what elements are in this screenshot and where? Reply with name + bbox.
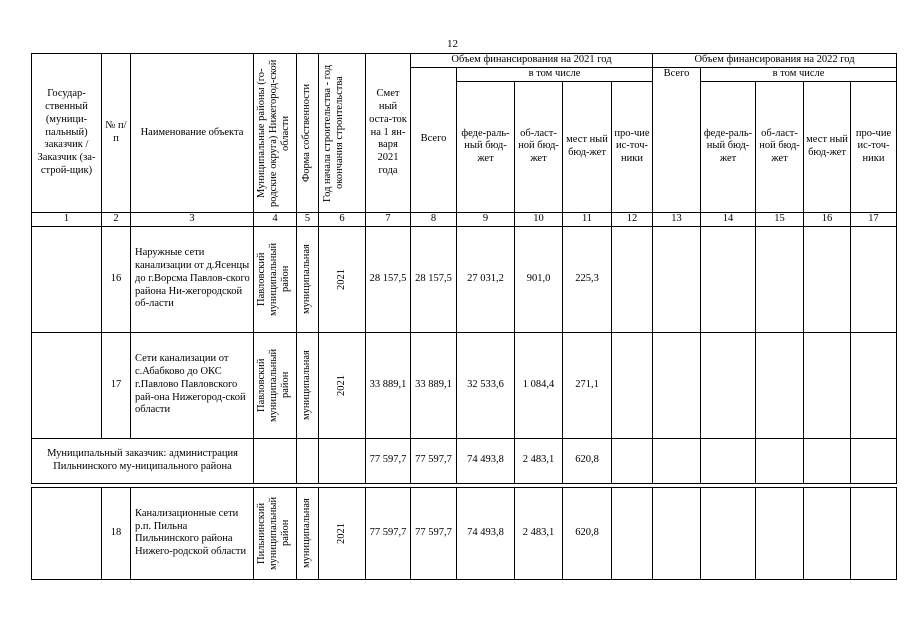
cell-federal-2021: 27 031,2 [457, 226, 515, 332]
column-number: 17 [851, 212, 897, 226]
cell-object-name: Наружные сети канализации от д.Ясенцы до г.Ворсма Павлов-ского района Ни-жегородской об-ласти [131, 226, 254, 332]
page-number: 12 [447, 38, 458, 50]
column-number: 5 [297, 212, 319, 226]
cell-total-2022 [653, 226, 701, 332]
cell-regional-2021: 2 483,1 [515, 487, 563, 579]
cell-year-blank [319, 438, 366, 483]
cell-federal-2022 [701, 438, 756, 483]
cell-other-2021 [612, 332, 653, 438]
header-customer: Государ-ственный (муници-пальный) заказчик /Заказчик (за-строй-щик) [32, 54, 102, 213]
header-local-2022: мест ный бюд-жет [804, 81, 851, 212]
column-number: 2 [102, 212, 131, 226]
column-number: 3 [131, 212, 254, 226]
cell-federal-2022 [701, 226, 756, 332]
cell-total-2022 [653, 438, 701, 483]
cell-other-2022 [851, 438, 897, 483]
cell-estimate: 77 597,7 [366, 487, 411, 579]
cell-district-text: Павловский муниципальный район [256, 348, 292, 422]
column-number: 6 [319, 212, 366, 226]
cell-customer-label: Муниципальный заказчик: администрация Пильнинского му-ниципального района [32, 438, 254, 483]
column-number: 15 [756, 212, 804, 226]
cell-ownership-text: муниципальная [301, 498, 313, 569]
cell-local-2022 [804, 438, 851, 483]
cell-local-2021: 620,8 [563, 487, 612, 579]
column-number: 10 [515, 212, 563, 226]
cell-other-2021 [612, 487, 653, 579]
header-ownership [297, 54, 319, 213]
cell-total-2021: 77 597,7 [411, 438, 457, 483]
cell-customer-blank [32, 226, 102, 332]
header-object-name: Наименование объекта [131, 54, 254, 213]
header-other-2022: про-чие ис-точ-ники [851, 81, 897, 212]
table-row [32, 487, 897, 579]
cell-customer-blank [32, 332, 102, 438]
header-regional-2022: об-ласт-ной бюд-жет [756, 81, 804, 212]
cell-object-name: Канализационные сети р.п. Пильна Пильнинского района Нижего-родской области [131, 487, 254, 579]
cell-year [319, 226, 366, 332]
cell-local-2021: 225,3 [563, 226, 612, 332]
header-federal-2021: феде-раль-ный бюд-жет [457, 81, 515, 212]
cell-federal-2022 [701, 487, 756, 579]
cell-customer-blank [32, 487, 102, 579]
cell-district [254, 487, 297, 579]
cell-ownership [297, 332, 319, 438]
cell-year [319, 487, 366, 579]
header-num: № п/п [102, 54, 131, 213]
header-total-2022-blank [653, 81, 701, 212]
column-number: 9 [457, 212, 515, 226]
cell-federal-2021: 32 533,6 [457, 332, 515, 438]
cell-local-2022 [804, 226, 851, 332]
cell-district-text: Пильнинский муниципальный район [256, 496, 292, 570]
cell-ownership-text: муниципальная [301, 350, 313, 421]
cell-regional-2022 [756, 438, 804, 483]
cell-district-blank [254, 438, 297, 483]
header-ownership-text: Форма собственности [301, 83, 313, 182]
cell-other-2022 [851, 226, 897, 332]
cell-ownership-blank [297, 438, 319, 483]
cell-object-name: Сети канализации от с.Абабково до ОКС г.Павлово Павловского рай-она Нижегород-ской области [131, 332, 254, 438]
cell-federal-2021: 74 493,8 [457, 487, 515, 579]
header-estimate: Смет ный оста-ток на 1 ян-варя 2021 года [366, 54, 411, 213]
header-years-text: Год начала строительства - год окончания строительства [322, 64, 346, 202]
cell-federal-2022 [701, 332, 756, 438]
cell-federal-2021: 74 493,8 [457, 438, 515, 483]
header-years [319, 54, 366, 213]
column-number: 16 [804, 212, 851, 226]
customer-row [32, 438, 897, 483]
cell-regional-2021: 1 084,4 [515, 332, 563, 438]
column-number: 11 [563, 212, 612, 226]
cell-num: 16 [102, 226, 131, 332]
cell-total-2022 [653, 332, 701, 438]
cell-total-2022 [653, 487, 701, 579]
cell-estimate: 77 597,7 [366, 438, 411, 483]
cell-total-2021: 77 597,7 [411, 487, 457, 579]
column-number: 7 [366, 212, 411, 226]
cell-district [254, 226, 297, 332]
table-row [32, 226, 897, 332]
column-number: 13 [653, 212, 701, 226]
cell-year [319, 332, 366, 438]
cell-local-2022 [804, 487, 851, 579]
cell-district [254, 332, 297, 438]
column-number: 12 [612, 212, 653, 226]
header-regional-2021: об-ласт-ной бюд-жет [515, 81, 563, 212]
cell-regional-2022 [756, 332, 804, 438]
cell-total-2021: 28 157,5 [411, 226, 457, 332]
cell-estimate: 33 889,1 [366, 332, 411, 438]
cell-regional-2021: 2 483,1 [515, 438, 563, 483]
header-district-text: Муниципальные районы (го-родские округа) Нижегород-ской области [256, 59, 292, 207]
column-number: 8 [411, 212, 457, 226]
column-number: 1 [32, 212, 102, 226]
header-including-2021: в том числе [457, 67, 653, 81]
cell-regional-2022 [756, 487, 804, 579]
cell-local-2021: 620,8 [563, 438, 612, 483]
cell-district-text: Павловский муниципальный район [256, 242, 292, 316]
cell-ownership-text: муниципальная [301, 244, 313, 315]
column-number: 4 [254, 212, 297, 226]
header-including-2022: в том числе [701, 67, 897, 81]
header-district [254, 54, 297, 213]
cell-ownership [297, 487, 319, 579]
header-total-2022: Всего [653, 67, 701, 81]
cell-other-2021 [612, 438, 653, 483]
cell-year-text: 2021 [335, 374, 347, 396]
cell-local-2022 [804, 332, 851, 438]
cell-other-2022 [851, 332, 897, 438]
cell-estimate: 28 157,5 [366, 226, 411, 332]
cell-total-2021: 33 889,1 [411, 332, 457, 438]
header-total-2021: Всего [411, 67, 457, 212]
header-funding-2021: Объем финансирования на 2021 год [411, 54, 653, 68]
cell-num: 17 [102, 332, 131, 438]
cell-year-text: 2021 [335, 522, 347, 544]
header-other-2021: про-чие ис-точ-ники [612, 81, 653, 212]
table-row [32, 332, 897, 438]
header-local-2021: мест ный бюд-жет [563, 81, 612, 212]
column-number-row [32, 212, 897, 226]
cell-year-text: 2021 [335, 268, 347, 290]
cell-num: 18 [102, 487, 131, 579]
financing-table [31, 53, 897, 580]
header-federal-2022: феде-раль-ный бюд-жет [701, 81, 756, 212]
column-number: 14 [701, 212, 756, 226]
cell-other-2021 [612, 226, 653, 332]
cell-regional-2022 [756, 226, 804, 332]
cell-regional-2021: 901,0 [515, 226, 563, 332]
cell-local-2021: 271,1 [563, 332, 612, 438]
cell-ownership [297, 226, 319, 332]
cell-other-2022 [851, 487, 897, 579]
header-funding-2022: Объем финансирования на 2022 год [653, 54, 897, 68]
